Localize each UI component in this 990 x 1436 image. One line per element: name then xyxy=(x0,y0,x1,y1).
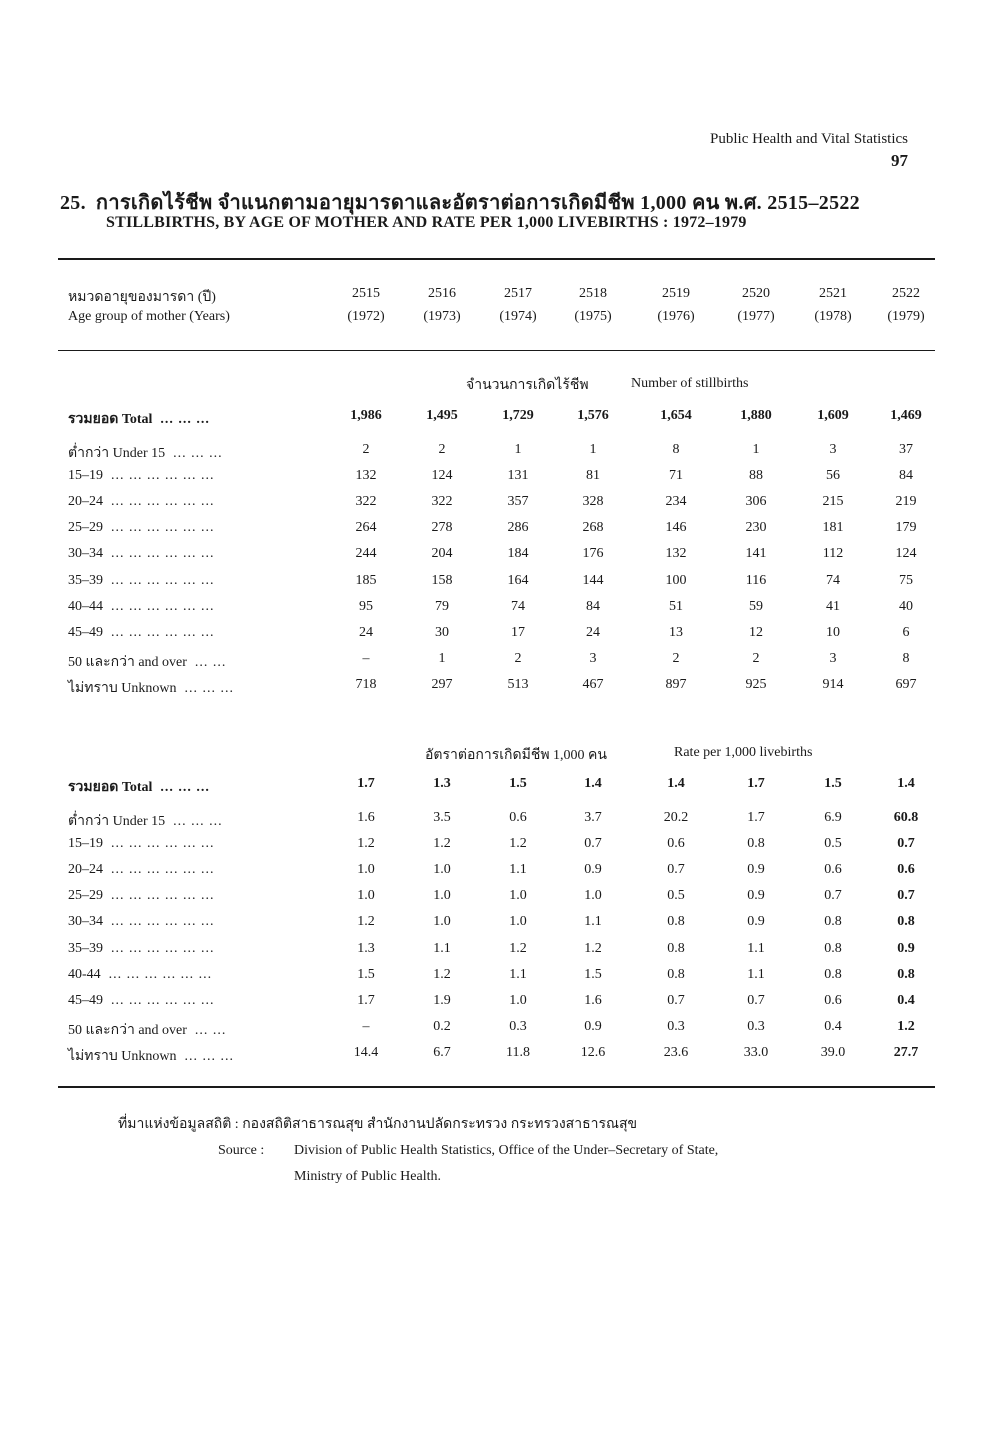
stillbirth-cell: 184 xyxy=(507,546,529,562)
stillbirth-cell: 75 xyxy=(899,572,913,588)
rate-cell: 1.2 xyxy=(357,836,375,852)
stillbirth-cell: 84 xyxy=(586,598,600,614)
rate-cell: 1.1 xyxy=(509,966,527,982)
row-label-text: 30–34 xyxy=(68,914,103,930)
rate-cell: 14.4 xyxy=(353,1044,379,1060)
rate-cell: 1.5 xyxy=(584,966,602,982)
stillbirth-cell: 244 xyxy=(355,546,377,562)
rate-cell: 1.0 xyxy=(509,914,527,930)
stillbirth-row xyxy=(0,651,990,675)
stillbirth-cell: 925 xyxy=(745,676,767,692)
rate-cell: 1.7 xyxy=(357,776,375,791)
stillbirth-cell: 1,609 xyxy=(817,408,849,423)
rate-cell: 1.0 xyxy=(433,888,451,904)
stillbirth-cell: 697 xyxy=(895,676,917,692)
row-label-text: 50 และกว่า and over xyxy=(68,1022,187,1038)
year-header-ce: (1973) xyxy=(423,309,461,324)
stillbirth-cell: 1,880 xyxy=(740,408,772,423)
stillbirth-cell: 141 xyxy=(745,546,767,562)
rate-row xyxy=(0,862,990,886)
stillbirth-cell: 264 xyxy=(355,520,377,536)
stillbirth-cell: 144 xyxy=(582,572,604,588)
stillbirth-cell: – xyxy=(362,650,370,666)
stillbirth-cell: 74 xyxy=(826,572,840,588)
rate-cell: 6.7 xyxy=(433,1044,451,1060)
stillbirth-cell: 286 xyxy=(507,520,529,536)
table-title-thai-text: การเกิดไร้ชีพ จำแนกตามอายุมารดาและอัตราต่อการเกิดมีชีพ 1,000 คน พ.ศ. 2515–2522 xyxy=(95,192,860,214)
rate-cell: 0.5 xyxy=(824,836,842,852)
year-header-be: 2520 xyxy=(742,286,770,301)
leader-dots: ... ... ... ... ... ... xyxy=(111,468,215,484)
stillbirth-cell: 234 xyxy=(665,494,687,510)
rate-cell: 1.4 xyxy=(584,776,602,791)
row-label-text: 45–49 xyxy=(68,992,103,1008)
stillbirth-cell: 215 xyxy=(822,494,844,510)
row-label-text: 15–19 xyxy=(68,836,103,852)
header-rule xyxy=(58,350,935,351)
source-line-2: Ministry of Public Health. xyxy=(294,1169,441,1184)
rate-cell: 1.2 xyxy=(509,836,527,852)
stillbirth-cell: 40 xyxy=(899,598,913,614)
rate-cell: 0.3 xyxy=(509,1018,527,1034)
leader-dots: ... ... ... ... ... ... xyxy=(111,836,215,852)
stillbirth-cell: 124 xyxy=(895,546,917,562)
row-label-text: 40-44 xyxy=(68,966,101,982)
leader-dots: ... ... ... ... ... ... xyxy=(111,598,215,614)
row-label-text: 35–39 xyxy=(68,940,103,956)
rate-cell: 1.4 xyxy=(897,776,915,791)
rate-cell: 0.9 xyxy=(584,862,602,878)
year-header-be: 2516 xyxy=(428,286,456,301)
row-label-text: ไม่ทราบ Unknown xyxy=(68,680,177,696)
rate-cell: 0.3 xyxy=(667,1018,685,1034)
table-number: 25. xyxy=(60,192,86,214)
stillbirth-cell: 59 xyxy=(749,598,763,614)
rate-cell: 0.8 xyxy=(824,940,842,956)
rate-cell: 1.1 xyxy=(747,940,765,956)
rate-cell: 1.9 xyxy=(433,992,451,1008)
stillbirth-row xyxy=(0,442,990,466)
stillbirth-row xyxy=(0,546,990,570)
rates-section-title-thai: อัตราต่อการเกิดมีชีพ 1,000 คน xyxy=(425,748,607,763)
rate-cell: 11.8 xyxy=(506,1044,530,1060)
rate-cell: 1.6 xyxy=(357,810,375,825)
stillbirth-cell: 6 xyxy=(902,624,910,640)
rate-row-label xyxy=(68,836,215,852)
stillbirth-cell: 164 xyxy=(507,572,529,588)
year-header-ce: (1979) xyxy=(887,309,925,324)
stillbirth-row xyxy=(0,573,990,597)
stillbirth-cell: 1,469 xyxy=(890,408,922,423)
rate-row-label xyxy=(68,967,212,983)
stillbirth-cell: 467 xyxy=(582,676,604,692)
rate-cell: 0.8 xyxy=(667,914,685,930)
stillbirths-section-title-english: Number of stillbirths xyxy=(631,376,749,391)
rate-row-label xyxy=(68,776,210,798)
stillbirth-row-label xyxy=(68,494,215,510)
stillbirth-cell: 24 xyxy=(586,624,600,640)
stillbirth-row-label xyxy=(68,651,226,673)
stillbirth-cell: 41 xyxy=(826,598,840,614)
rate-row xyxy=(0,1019,990,1043)
row-label-text: 35–39 xyxy=(68,572,103,588)
rate-cell: 1.1 xyxy=(433,940,451,956)
rate-cell: 1.5 xyxy=(509,776,527,791)
stillbirth-cell: 112 xyxy=(822,546,844,562)
stillbirth-cell: 131 xyxy=(507,468,529,484)
year-header-be: 2518 xyxy=(579,286,607,301)
year-header-ce: (1976) xyxy=(657,309,695,324)
stillbirth-cell: 513 xyxy=(507,676,529,692)
rate-cell: 1.0 xyxy=(357,888,375,904)
leader-dots: ... ... ... ... ... ... xyxy=(111,624,215,640)
rate-cell: 1.7 xyxy=(357,992,375,1008)
stillbirth-cell: 88 xyxy=(749,468,763,484)
stillbirth-cell: 1 xyxy=(514,442,522,457)
stillbirth-cell: 158 xyxy=(431,572,453,588)
stillbirth-cell: 306 xyxy=(745,494,767,510)
rate-cell: 60.8 xyxy=(893,810,919,825)
stillbirth-row-label xyxy=(68,625,215,641)
stillbirth-row xyxy=(0,677,990,701)
rate-cell: 3.7 xyxy=(584,810,602,825)
stillbirth-cell: 181 xyxy=(822,520,844,536)
leader-dots: ... ... ... xyxy=(160,412,210,427)
year-header-ce: (1974) xyxy=(499,309,537,324)
rate-cell: 0.2 xyxy=(433,1018,451,1034)
rate-cell: 0.7 xyxy=(667,992,685,1008)
rate-cell: 1.1 xyxy=(584,914,602,930)
rate-row-label xyxy=(68,862,215,878)
row-label-text: 15–19 xyxy=(68,468,103,484)
rate-cell: 0.3 xyxy=(747,1018,765,1034)
leader-dots: ... ... ... ... ... ... xyxy=(111,494,215,510)
row-label-text: 20–24 xyxy=(68,494,103,510)
stillbirth-row xyxy=(0,625,990,649)
stillbirth-cell: 95 xyxy=(359,598,373,614)
rates-section-title-english: Rate per 1,000 livebirths xyxy=(674,745,813,760)
stillbirth-cell: 179 xyxy=(895,520,917,536)
stillbirth-cell: 1,654 xyxy=(660,408,692,423)
rate-cell: 1.1 xyxy=(509,862,527,878)
rate-cell: 0.8 xyxy=(667,966,685,982)
year-header-be: 2522 xyxy=(892,286,920,301)
rate-cell: 0.7 xyxy=(584,836,602,852)
year-header-ce: (1975) xyxy=(574,309,612,324)
rate-cell: 0.7 xyxy=(747,992,765,1008)
rate-cell: 0.9 xyxy=(897,940,915,956)
rate-cell: 1.4 xyxy=(667,776,685,791)
stillbirth-cell: 2 xyxy=(438,442,446,457)
running-head: Public Health and Vital Statistics xyxy=(710,131,908,147)
stillbirth-cell: 51 xyxy=(669,598,683,614)
rate-cell: 0.7 xyxy=(824,888,842,904)
rate-row-label xyxy=(68,993,215,1009)
stillbirth-cell: 322 xyxy=(355,494,377,510)
rate-cell: 3.5 xyxy=(433,810,451,825)
stillbirth-cell: 357 xyxy=(507,494,529,510)
stillbirth-cell: 328 xyxy=(582,494,604,510)
leader-dots: ... ... ... ... ... ... xyxy=(111,572,215,588)
stillbirth-cell: 3 xyxy=(829,650,837,666)
year-header-ce: (1977) xyxy=(737,309,775,324)
rate-cell: 1.3 xyxy=(357,940,375,956)
rate-cell: 0.6 xyxy=(509,810,527,825)
rate-cell: 12.6 xyxy=(580,1044,606,1060)
stillbirth-cell: 81 xyxy=(586,468,600,484)
rate-cell: 0.9 xyxy=(747,914,765,930)
rate-cell: 1.7 xyxy=(747,810,765,825)
stillbirth-cell: 1,576 xyxy=(577,408,609,423)
stillbirth-cell: 322 xyxy=(431,494,453,510)
year-header-be: 2521 xyxy=(819,286,847,301)
stillbirth-row-label xyxy=(68,468,215,484)
stillbirth-cell: 230 xyxy=(745,520,767,536)
stillbirth-cell: 71 xyxy=(669,468,683,484)
stillbirth-cell: 30 xyxy=(435,624,449,640)
stillbirth-row xyxy=(0,408,990,432)
rate-row xyxy=(0,1045,990,1069)
row-label-text: ต่ำกว่า Under 15 xyxy=(68,814,166,829)
stillbirth-cell: 219 xyxy=(895,494,917,510)
row-label-text: 40–44 xyxy=(68,598,103,614)
stillbirth-row-label xyxy=(68,546,215,562)
rate-row xyxy=(0,888,990,912)
rate-row xyxy=(0,967,990,991)
stillbirth-row xyxy=(0,520,990,544)
rate-cell: 1.2 xyxy=(897,1018,915,1034)
rate-cell: 0.6 xyxy=(824,992,842,1008)
rate-row xyxy=(0,941,990,965)
stillbirth-cell: 116 xyxy=(745,572,767,588)
rate-cell: 0.8 xyxy=(667,940,685,956)
row-label-text: ไม่ทราบ Unknown xyxy=(68,1048,177,1064)
stillbirth-cell: 8 xyxy=(672,442,680,457)
rate-cell: 0.4 xyxy=(897,992,915,1008)
rate-cell: 0.8 xyxy=(824,966,842,982)
stillbirth-cell: 146 xyxy=(665,520,687,536)
year-header-be: 2519 xyxy=(662,286,690,301)
rate-cell: 0.8 xyxy=(824,914,842,930)
year-header-be: 2515 xyxy=(352,286,380,301)
rate-cell: 1.2 xyxy=(584,940,602,956)
stillbirth-cell: 1,729 xyxy=(502,408,534,423)
rate-cell: 1.5 xyxy=(824,776,842,791)
stillbirth-cell: 204 xyxy=(431,546,453,562)
stillbirth-cell: 1 xyxy=(589,442,597,457)
rate-cell: 0.8 xyxy=(897,966,915,982)
stillbirth-cell: 132 xyxy=(665,546,687,562)
year-header-ce: (1972) xyxy=(347,309,385,324)
row-label-text: รวมยอด Total xyxy=(68,412,153,427)
stillbirth-cell: 2 xyxy=(752,650,760,666)
rate-row xyxy=(0,914,990,938)
row-label-text: รวมยอด Total xyxy=(68,780,153,795)
rate-cell: 1.5 xyxy=(357,966,375,982)
leader-dots: ... ... ... xyxy=(173,814,223,829)
stillbirth-cell: 2 xyxy=(514,650,522,666)
rate-cell: 0.6 xyxy=(824,862,842,878)
rate-row xyxy=(0,810,990,834)
stillbirth-cell: 8 xyxy=(902,650,910,666)
column-header-label-english: Age group of mother (Years) xyxy=(68,309,230,324)
leader-dots: ... ... ... xyxy=(184,680,234,696)
page-number: 97 xyxy=(891,151,908,170)
rate-cell: 0.8 xyxy=(747,836,765,852)
rate-row xyxy=(0,776,990,800)
stillbirth-cell: 3 xyxy=(589,650,597,666)
rate-cell: 1.0 xyxy=(584,888,602,904)
leader-dots: ... ... ... xyxy=(184,1048,234,1064)
stillbirth-row xyxy=(0,468,990,492)
rate-cell: 1.3 xyxy=(433,776,451,791)
table-top-rule xyxy=(58,258,935,260)
stillbirth-cell: 1 xyxy=(752,442,760,457)
rate-cell: 1.0 xyxy=(509,888,527,904)
rate-cell: 1.2 xyxy=(433,836,451,852)
rate-cell: 0.9 xyxy=(747,888,765,904)
rate-cell: 0.7 xyxy=(667,862,685,878)
rate-row-label xyxy=(68,888,215,904)
source-thai: ที่มาแห่งข้อมูลสถิติ : กองสถิติสาธารณสุข สำนักงานปลัดกระทรวง กระทรวงสาธารณสุข xyxy=(118,1117,638,1132)
stillbirth-cell: 79 xyxy=(435,598,449,614)
stillbirth-cell: 24 xyxy=(359,624,373,640)
stillbirth-row-label xyxy=(68,408,210,430)
row-label-text: 50 และกว่า and over xyxy=(68,654,187,670)
stillbirth-cell: 2 xyxy=(672,650,680,666)
stillbirth-cell: 268 xyxy=(582,520,604,536)
rate-cell: 1.6 xyxy=(584,992,602,1008)
rate-cell: 27.7 xyxy=(893,1044,919,1060)
stillbirth-cell: 37 xyxy=(899,442,913,457)
rate-cell: 0.9 xyxy=(584,1018,602,1034)
stillbirth-cell: 74 xyxy=(511,598,525,614)
stillbirth-cell: 185 xyxy=(355,572,377,588)
leader-dots: ... ... ... ... ... ... xyxy=(111,992,215,1008)
stillbirth-row-label xyxy=(68,573,215,589)
leader-dots: ... ... ... ... ... ... xyxy=(111,862,215,878)
rate-cell: 0.6 xyxy=(667,836,685,852)
leader-dots: ... ... xyxy=(194,654,227,670)
leader-dots: ... ... ... ... ... ... xyxy=(111,888,215,904)
rate-cell: – xyxy=(362,1018,370,1034)
stillbirth-row-label xyxy=(68,599,215,615)
rate-cell: 1.7 xyxy=(747,776,765,791)
table-title-english: STILLBIRTHS, BY AGE OF MOTHER AND RATE PER 1,000 LIVEBIRTHS : 1972–1979 xyxy=(106,214,747,231)
rate-row-label xyxy=(68,914,215,930)
stillbirth-row xyxy=(0,599,990,623)
stillbirth-cell: 17 xyxy=(511,624,525,640)
stillbirth-cell: 3 xyxy=(829,442,837,457)
leader-dots: ... ... ... ... ... ... xyxy=(111,940,215,956)
row-label-text: 25–29 xyxy=(68,520,103,536)
rate-cell: 0.5 xyxy=(667,888,685,904)
rate-cell: 1.1 xyxy=(747,966,765,982)
stillbirth-cell: 56 xyxy=(826,468,840,484)
leader-dots: ... ... ... ... ... ... xyxy=(111,914,215,930)
rate-cell: 1.0 xyxy=(433,862,451,878)
rate-cell: 1.0 xyxy=(433,914,451,930)
rate-row xyxy=(0,993,990,1017)
stillbirth-cell: 1 xyxy=(438,650,446,666)
rate-cell: 39.0 xyxy=(820,1044,846,1060)
rate-row-label xyxy=(68,1045,234,1067)
rate-row-label xyxy=(68,941,215,957)
stillbirth-cell: 897 xyxy=(665,676,687,692)
rate-cell: 0.6 xyxy=(897,862,915,878)
stillbirth-cell: 1,495 xyxy=(426,408,458,423)
row-label-text: 20–24 xyxy=(68,862,103,878)
rate-cell: 1.2 xyxy=(509,940,527,956)
rate-cell: 33.0 xyxy=(743,1044,769,1060)
rate-cell: 0.8 xyxy=(897,914,915,930)
stillbirth-cell: 84 xyxy=(899,468,913,484)
stillbirth-cell: 1,986 xyxy=(350,408,382,423)
leader-dots: ... ... ... xyxy=(160,780,210,795)
source-line-1: Division of Public Health Statistics, Office of the Under–Secretary of State, xyxy=(294,1143,719,1158)
rate-row-label xyxy=(68,1019,226,1041)
stillbirth-cell: 2 xyxy=(362,442,370,457)
rate-cell: 1.2 xyxy=(433,966,451,982)
stillbirth-row-label xyxy=(68,520,215,536)
rate-cell: 0.4 xyxy=(824,1018,842,1034)
rate-cell: 1.0 xyxy=(509,992,527,1008)
stillbirth-cell: 914 xyxy=(822,676,844,692)
year-header-ce: (1978) xyxy=(814,309,852,324)
leader-dots: ... ... ... ... ... ... xyxy=(111,546,215,562)
rate-cell: 1.2 xyxy=(357,914,375,930)
stillbirth-cell: 13 xyxy=(669,624,683,640)
stillbirth-row-label xyxy=(68,442,223,464)
rate-cell: 6.9 xyxy=(824,810,842,825)
rate-cell: 23.6 xyxy=(663,1044,689,1060)
year-header-be: 2517 xyxy=(504,286,532,301)
stillbirth-cell: 100 xyxy=(665,572,687,588)
rate-cell: 20.2 xyxy=(663,810,689,825)
stillbirth-cell: 132 xyxy=(355,468,377,484)
leader-dots: ... ... ... xyxy=(173,446,223,461)
stillbirth-cell: 124 xyxy=(431,468,453,484)
stillbirth-row-label xyxy=(68,677,234,699)
leader-dots: ... ... ... ... ... ... xyxy=(108,966,213,982)
stillbirth-cell: 12 xyxy=(749,624,763,640)
rate-row xyxy=(0,836,990,860)
leader-dots: ... ... ... ... ... ... xyxy=(111,520,215,536)
stillbirth-cell: 278 xyxy=(431,520,453,536)
rate-cell: 0.7 xyxy=(897,888,915,904)
stillbirth-cell: 176 xyxy=(582,546,604,562)
stillbirths-section-title-thai: จำนวนการเกิดไร้ชีพ xyxy=(466,378,589,393)
stillbirth-cell: 297 xyxy=(431,676,453,692)
rate-cell: 0.9 xyxy=(747,862,765,878)
rate-cell: 0.7 xyxy=(897,836,915,852)
stillbirth-row xyxy=(0,494,990,518)
rate-row-label xyxy=(68,810,223,832)
source-label: Source : xyxy=(218,1143,265,1158)
stillbirth-cell: 718 xyxy=(355,676,377,692)
rate-cell: 1.0 xyxy=(357,862,375,878)
stillbirth-cell: 10 xyxy=(826,624,840,640)
row-label-text: ต่ำกว่า Under 15 xyxy=(68,446,166,461)
row-label-text: 25–29 xyxy=(68,888,103,904)
row-label-text: 30–34 xyxy=(68,546,103,562)
leader-dots: ... ... xyxy=(194,1022,227,1038)
table-bottom-rule xyxy=(58,1086,935,1088)
column-header-label-thai: หมวดอายุของมารดา (ปี) xyxy=(68,290,216,305)
row-label-text: 45–49 xyxy=(68,624,103,640)
